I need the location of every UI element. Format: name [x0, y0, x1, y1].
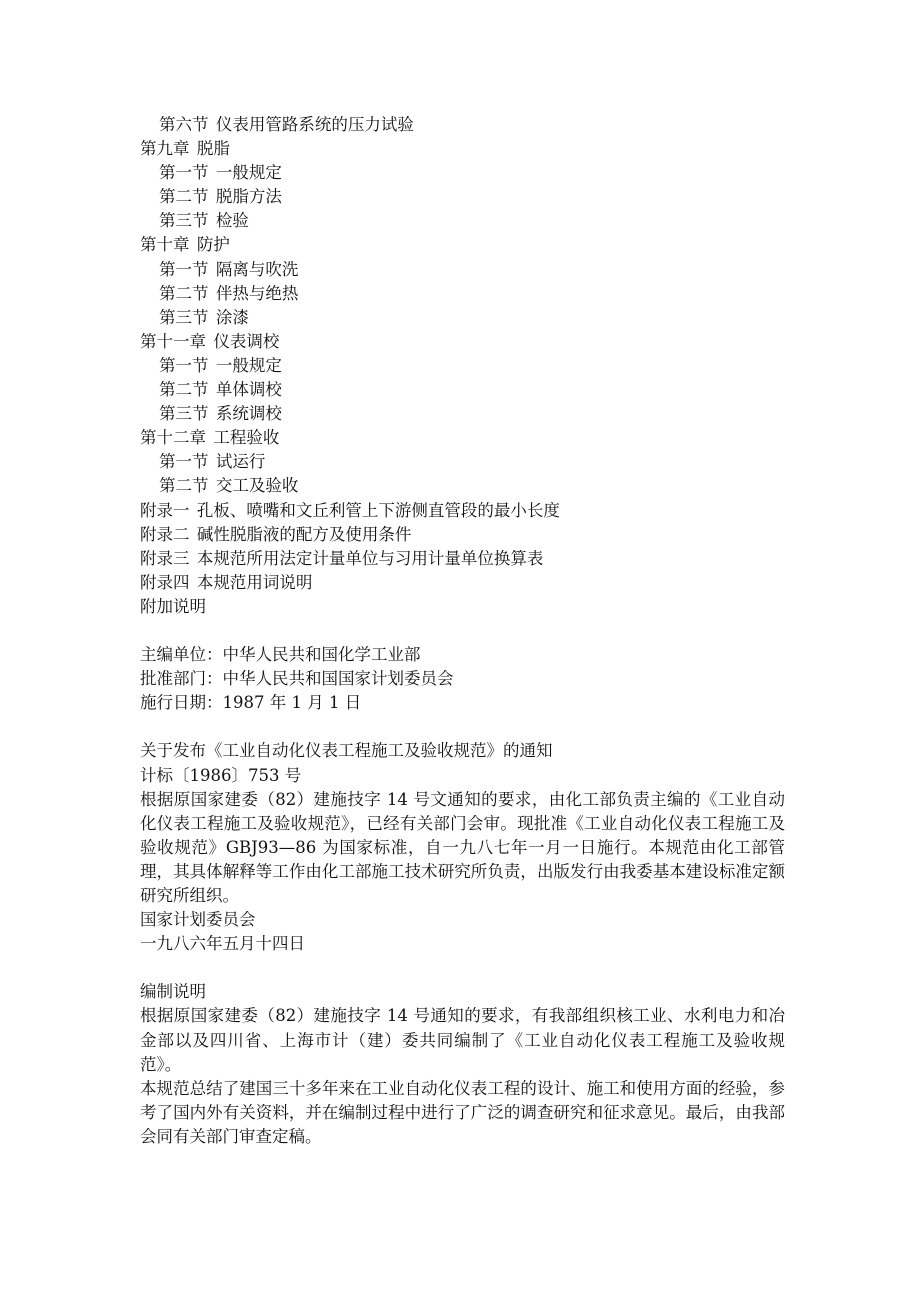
toc-entry-title: 一般规定: [215, 355, 282, 375]
toc-entry-number: 第二节: [159, 380, 209, 400]
toc-entry-title: 系统调校: [215, 404, 282, 424]
toc-entry-number: 附录四: [140, 572, 190, 592]
toc-entry-title: 碱性脱脂液的配方及使用条件: [196, 524, 412, 544]
toc-chapter-entry: [140, 499, 785, 523]
toc-entry-title: 脱脂方法: [215, 187, 282, 207]
toc-section-entry: [140, 209, 785, 233]
toc-entry-number: 第十一章: [140, 331, 206, 351]
toc-chapter-entry: [140, 571, 785, 595]
toc-section-entry: [140, 258, 785, 282]
toc-section-entry: [140, 185, 785, 209]
toc-entry-number: 第十章: [140, 235, 190, 255]
toc-entry-title: 涂漆: [215, 307, 249, 327]
toc-entry-number: 第一节: [159, 452, 209, 472]
toc-entry-number: 第一节: [159, 355, 209, 375]
toc-entry-number: 第十二章: [140, 428, 206, 448]
approving-department: 批准部门：中华人民共和国国家计划委员会: [140, 669, 454, 689]
editor-unit: 主编单位：中华人民共和国化学工业部: [140, 645, 421, 665]
table-of-contents: [140, 113, 785, 619]
toc-entry-number: 第二节: [159, 283, 209, 303]
toc-entry-title: 隔离与吹洗: [215, 259, 299, 279]
toc-entry-number: 第三节: [159, 307, 209, 327]
notice-signer: 国家计划委员会: [140, 910, 256, 930]
compile-paragraph-1: 根据原国家建委（82）建施技字 14 号通知的要求，有我部组织核工业、水利电力和冶金部以及四川省、上海市计（建）委共同编制了《工业自动化仪表工程施工及验收规范》。: [140, 1006, 785, 1074]
toc-entry-title: 工程验收: [213, 428, 280, 448]
toc-entry-number: 第三节: [159, 211, 209, 231]
toc-chapter-entry: [140, 595, 785, 619]
toc-entry-number: 第三节: [159, 404, 209, 424]
toc-entry-title: 防护: [196, 235, 230, 255]
spacer: [140, 956, 785, 980]
toc-entry-title: 仪表用管路系统的压力试验: [215, 115, 414, 134]
toc-entry-title: 试运行: [215, 452, 266, 472]
toc-entry-number: 附录一: [140, 500, 190, 520]
toc-section-entry: [140, 474, 785, 498]
toc-entry-title: 本规范用词说明: [196, 572, 313, 592]
toc-entry-title: 孔板、喷嘴和文丘利管上下游侧直管段的最小长度: [196, 500, 560, 520]
toc-chapter-entry: [140, 547, 785, 571]
toc-entry-number: 附录三: [140, 548, 190, 568]
toc-entry-number: 第二节: [159, 187, 209, 207]
toc-section-entry: [140, 450, 785, 474]
toc-chapter-entry: [140, 426, 785, 450]
spacer: [140, 619, 785, 643]
spacer: [140, 715, 785, 739]
toc-section-entry: [140, 161, 785, 185]
toc-section-entry: [140, 306, 785, 330]
metadata-block: [140, 643, 785, 715]
toc-entry-number: 附录二: [140, 524, 190, 544]
toc-entry-number: 附加说明: [140, 596, 206, 616]
toc-entry-title: 伴热与绝热: [215, 283, 299, 303]
toc-entry-title: 仪表调校: [213, 331, 280, 351]
toc-entry-title: 一般规定: [215, 163, 282, 183]
toc-chapter-entry: [140, 233, 785, 257]
toc-chapter-entry: [140, 137, 785, 161]
toc-entry-number: 第一节: [159, 259, 209, 279]
toc-entry-number: 第一节: [159, 163, 209, 183]
toc-entry-number: 第二节: [159, 476, 209, 496]
toc-section-entry: [140, 354, 785, 378]
toc-entry-title: 交工及验收: [215, 476, 299, 496]
toc-entry-title: 本规范所用法定计量单位与习用计量单位换算表: [196, 548, 544, 568]
toc-section-entry: [140, 113, 785, 137]
notice-title: 关于发布《工业自动化仪表工程施工及验收规范》的通知: [140, 741, 553, 761]
toc-section-entry: [140, 282, 785, 306]
toc-section-entry: [140, 378, 785, 402]
effective-date: 施行日期：1987 年 1 月 1 日: [140, 693, 362, 713]
toc-entry-title: 单体调校: [215, 380, 282, 400]
compile-notes-section: [140, 980, 785, 1149]
toc-chapter-entry: [140, 523, 785, 547]
notice-date: 一九八六年五月十四日: [140, 934, 305, 954]
compile-title: 编制说明: [140, 982, 206, 1002]
document-page: [140, 113, 785, 1149]
notice-doc-number: 计标〔1986〕753 号: [140, 765, 302, 785]
toc-entry-title: 脱脂: [196, 139, 230, 159]
toc-entry-number: 第六节: [159, 115, 209, 134]
toc-chapter-entry: [140, 330, 785, 354]
compile-paragraph-2: 本规范总结了建国三十多年来在工业自动化仪表工程的设计、施工和使用方面的经验，参考了国内外有关资料，并在编制过程中进行了广泛的调查研究和征求意见。最后，由我部会同有关部门审查定稿。: [140, 1078, 785, 1146]
notice-section: [140, 739, 785, 956]
toc-entry-title: 检验: [215, 211, 249, 231]
toc-section-entry: [140, 402, 785, 426]
notice-body: 根据原国家建委（82）建施技字 14 号文通知的要求，由化工部负责主编的《工业自动化仪表工程施工及验收规范》，已经有关部门会审。现批准《工业自动化仪表工程施工及验收规范》GBJ93—86 为国家标准，自一九八七年一月一日施行。本规范由化工部管理，其具体解释等工作由化工部施工技术研究所负责，出版发行由我委基本建设标准定额研究所组织。: [140, 789, 785, 905]
toc-entry-number: 第九章: [140, 139, 190, 159]
